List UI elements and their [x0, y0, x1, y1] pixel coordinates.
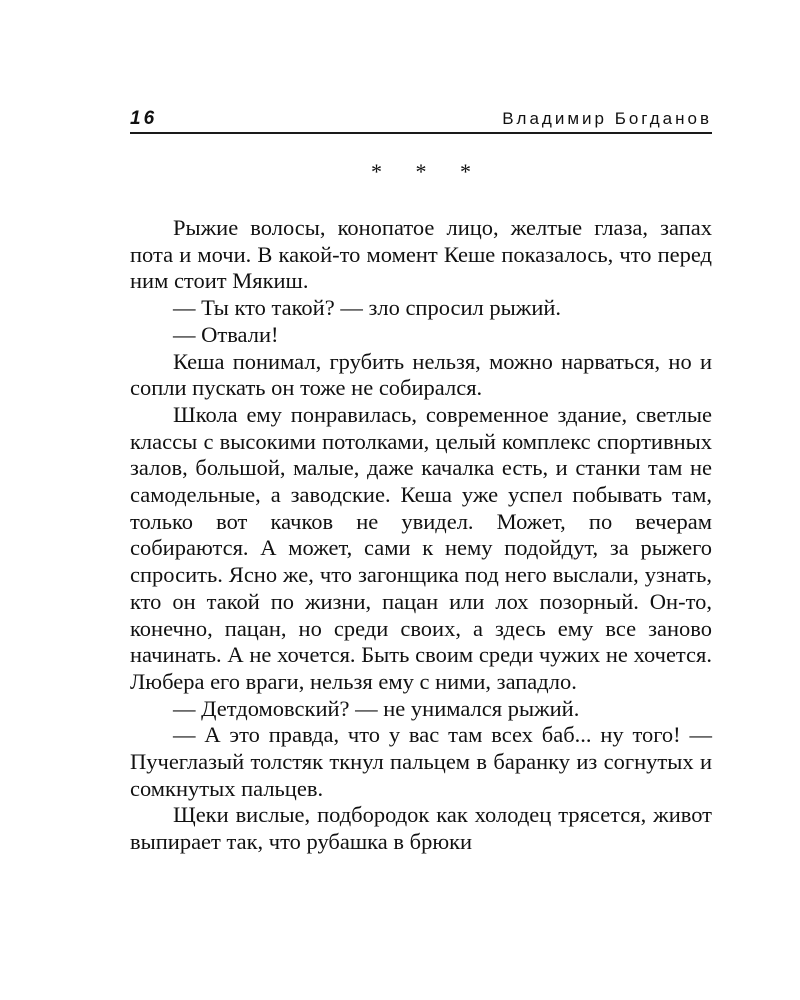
paragraph: Щеки вислые, подбородок как холодец трясется, живот выпирает так, что рубашка в брюки: [130, 802, 712, 855]
dialogue-line: — Ты кто такой? — зло спросил рыжий.: [173, 295, 562, 321]
dialogue-line: — Отвали!: [173, 321, 279, 347]
book-page: [130, 100, 712, 856]
paragraph: Рыжие волосы, конопатое лицо, желтые глаза, запах пота и мочи. В какой-то момент Кеше показалось, что перед ним стоит Мякиш.: [130, 215, 712, 294]
page-number: 16: [130, 108, 158, 129]
running-head: [130, 100, 712, 134]
dialogue-line: — А это правда, что у вас там всех баб... ну того! — Пучеглазый толстяк ткнул пальцем в баранку из согнутых и сомкнутых пальцев.: [130, 722, 712, 801]
author-name: Владимир Богданов: [502, 109, 712, 128]
section-break: * * *: [371, 159, 485, 184]
body-text: [130, 215, 712, 856]
dialogue-line: — Детдомовский? — не унимался рыжий.: [173, 695, 580, 721]
paragraph: Школа ему понравилась, современное здание, светлые классы с высокими потолками, целый комплекс спортивных залов, большой, малые, даже качалка есть, и станки там не самодельные, а заводские. Кеша уже успел побывать там, только вот качков не увидел. Может, по вечерам собираются. А может, сами к нему подойдут, за рыжего спросить. Ясно же, что загонщика под него выслали, узнать, кто он такой по жизни, пацан или лох позорный. Он-то, конечно, пацан, но среди своих, а здесь ему все заново начинать. А не хочется. Быть своим среди чужих не хочется. Любера его враги, нельзя ему с ними, западло.: [130, 401, 712, 694]
paragraph: Кеша понимал, грубить нельзя, можно нарваться, но и сопли пускать он тоже не собирался.: [130, 348, 712, 401]
